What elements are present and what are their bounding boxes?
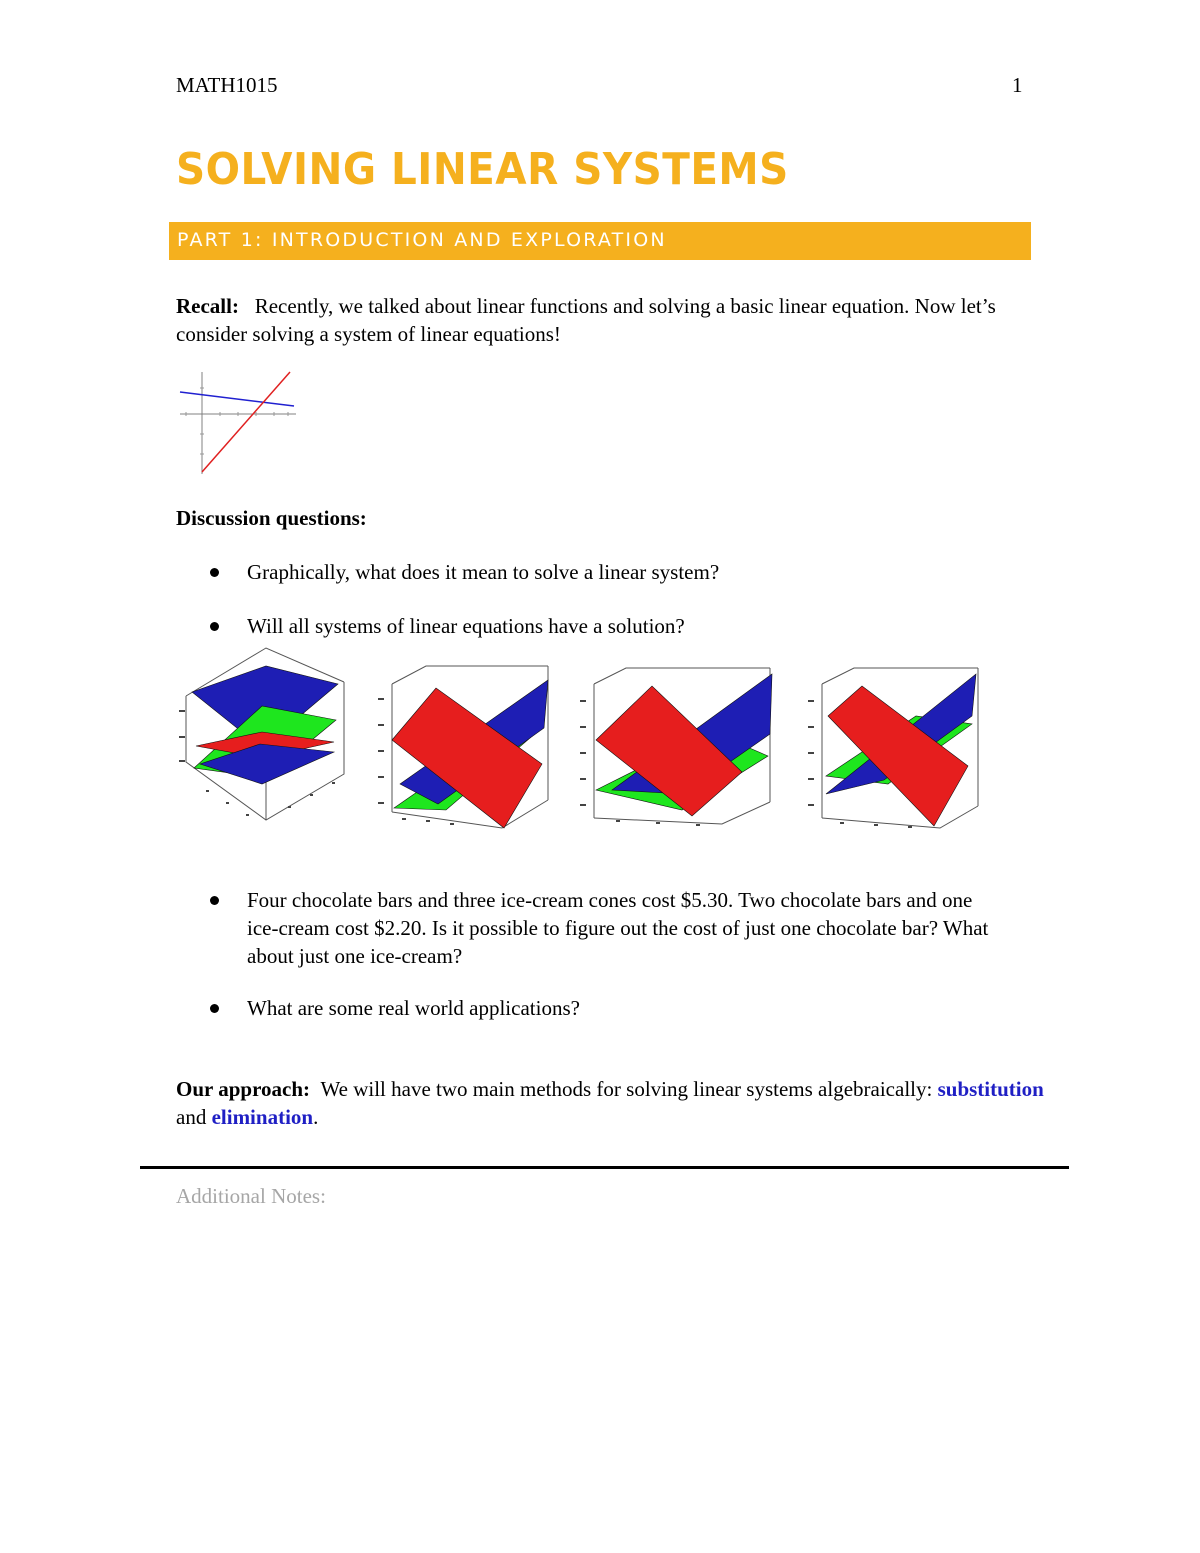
additional-notes-label: Additional Notes: (176, 1184, 326, 1208)
approach-connector: and (176, 1105, 207, 1129)
bullet-text: Will all systems of linear equations have a solution? (247, 614, 685, 638)
bullet-dot-icon (210, 568, 219, 577)
approach-text: We will have two main methods for solving linear systems algebraically: (320, 1077, 933, 1101)
recall-text: Recently, we talked about linear functions and solving a basic linear equation. Now let’s consider solving a system of linear equations! (176, 294, 996, 346)
notes-divider (140, 1166, 1069, 1169)
recall-paragraph (176, 292, 1056, 348)
planes-figure-4 (800, 640, 990, 832)
section-bar-label: PART 1: INTRODUCTION AND EXPLORATION (177, 229, 667, 251)
two-lines-graph-image (176, 368, 300, 478)
header-course-code: MATH1015 (176, 73, 278, 97)
planes-figure-2 (372, 640, 552, 832)
approach-label: Our approach: (176, 1077, 310, 1101)
approach-end: . (313, 1105, 319, 1129)
method-substitution: substitution (937, 1077, 1044, 1101)
page-title: SOLVING LINEAR SYSTEMS (176, 144, 789, 195)
discussion-heading: Discussion questions: (176, 506, 367, 530)
method-elimination: elimination (211, 1105, 314, 1129)
bullet-text: Four chocolate bars and three ice-cream cones cost $5.30. Two chocolate bars and one ice-cream cost $2.20. Is it possible to figure out the cost of just one chocolate bar? What about just one ice-cream? (247, 888, 989, 968)
bullet-text: What are some real world applications? (247, 996, 580, 1020)
bullet-text: Graphically, what does it mean to solve a linear system? (247, 560, 720, 584)
header-page-number: 1 (1012, 73, 1023, 97)
section-bar (169, 222, 1031, 260)
approach-paragraph (176, 1075, 1056, 1131)
planes-figure-3 (572, 640, 782, 832)
recall-label: Recall: (176, 294, 239, 318)
bullet-dot-icon (210, 896, 219, 905)
bullet-dot-icon (210, 1004, 219, 1013)
planes-figure-1 (176, 640, 348, 830)
bullet-dot-icon (210, 622, 219, 631)
